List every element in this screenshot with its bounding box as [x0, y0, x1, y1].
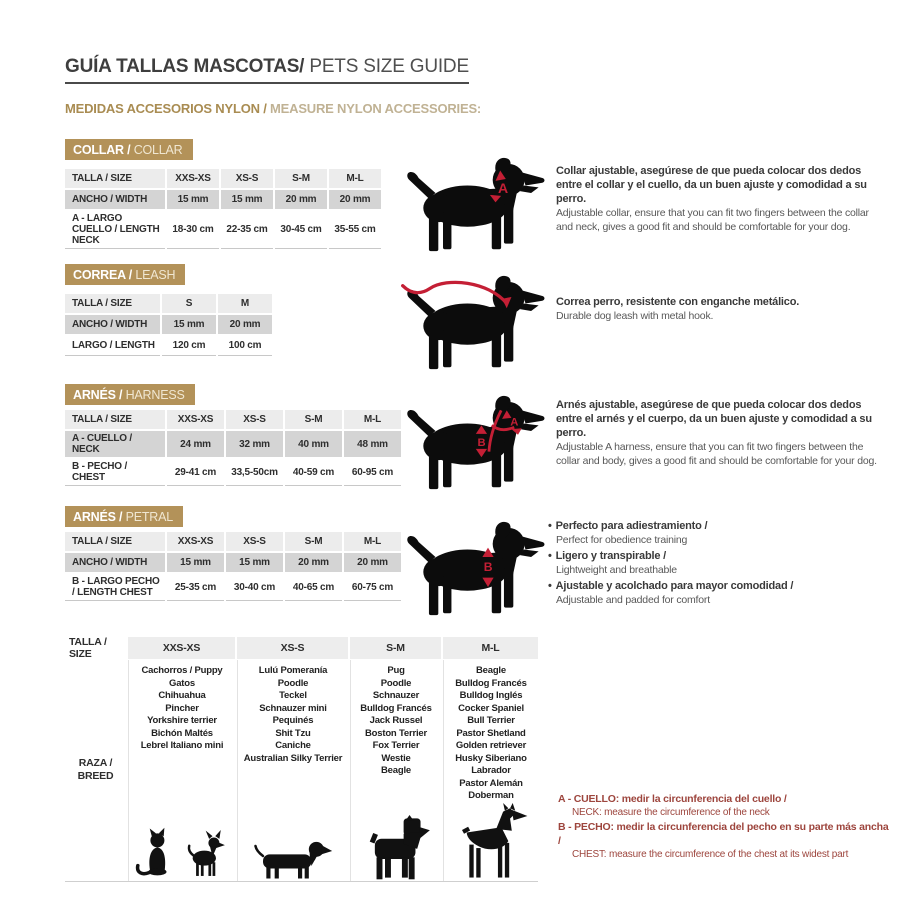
harness-size-table: [65, 410, 401, 486]
breed-item: Westie: [381, 752, 411, 764]
breed-list-s-m: [360, 660, 431, 778]
leash-badge-en: LEASH: [132, 268, 176, 282]
page-title: [65, 55, 469, 84]
petral-badge-en: PETRAL: [122, 510, 174, 524]
size-table-value-cell: 25-35 cm: [167, 574, 224, 601]
size-table-value-cell: 60-95 cm: [344, 459, 401, 486]
note-b-bold: B - PECHO: medir la circunferencia del pecho en su parte más ancha /: [558, 821, 889, 847]
size-table-header-cell: XS-S: [221, 169, 273, 188]
svg-text:A: A: [510, 416, 519, 429]
bullet-dot: •: [548, 580, 552, 592]
size-table-value-cell: 120 cm: [162, 336, 216, 356]
size-table-header-cell: XXS-XS: [167, 410, 224, 429]
breed-item: Gatos: [169, 677, 195, 689]
breed-item: Bichón Maltés: [151, 727, 213, 739]
breed-item: Yorkshire terrier: [147, 715, 217, 726]
size-table-value-cell: 100 cm: [218, 336, 272, 356]
petral-bullet-1: • Perfecto para adiestramiento /: [548, 520, 708, 532]
breed-item: Pastor Alemán: [459, 777, 523, 789]
collar-description: [556, 164, 886, 234]
breed-item: Husky Siberiano: [455, 752, 527, 764]
petral-dog-illustration: [398, 512, 548, 617]
size-table-header-cell: XXS-XS: [167, 532, 224, 551]
breed-item: Golden retriever: [455, 740, 527, 751]
leash-dog-illustration: [398, 266, 548, 371]
collar-size-table: [65, 169, 381, 249]
breed-list-m-l: [455, 660, 526, 803]
breed-item: Beagle: [381, 765, 411, 776]
leash-desc-en: Durable dog leash with metal hook.: [556, 310, 714, 322]
size-table-value-cell: 29-41 cm: [167, 459, 224, 486]
size-table-value-cell: 40 mm: [285, 431, 342, 457]
page-subtitle-en: MEASURE NYLON ACCESSORIES:: [266, 101, 482, 116]
size-table-value-cell: 22-35 cm: [221, 211, 273, 249]
size-table-value-cell: 24 mm: [167, 431, 224, 457]
breed-item: Caniche: [275, 740, 311, 751]
size-table-value-cell: 20 mm: [275, 190, 327, 209]
size-table-header-cell: XXS-XS: [167, 169, 219, 188]
petral-bullet-2: • Ligero y transpirable /: [548, 550, 666, 562]
leash-size-table: [65, 294, 272, 356]
size-table-row-label: ANCHO / WIDTH: [65, 315, 160, 334]
svg-text:B: B: [477, 437, 486, 449]
breed-list-xxs-xs: [141, 660, 224, 753]
schnauzer-silhouette-icon: [359, 815, 433, 881]
breed-cell-xxs-xs: [128, 660, 235, 881]
petral-badge-es: ARNÉS /: [73, 510, 123, 524]
size-table-value-cell: 20 mm: [218, 315, 272, 334]
breed-header-xxs-xs: XXS-XS: [128, 637, 235, 659]
size-table-value-cell: 15 mm: [226, 553, 283, 572]
breed-item: Bulldog Francés: [360, 702, 432, 714]
size-table-value-cell: 20 mm: [329, 190, 381, 209]
size-table-header-cell: TALLA / SIZE: [65, 532, 165, 551]
size-table-value-cell: 40-65 cm: [285, 574, 342, 601]
breed-cell-m-l: [443, 660, 538, 881]
page-title-es: GUÍA TALLAS MASCOTAS/: [65, 56, 305, 77]
breed-item: Bulldog Francés: [455, 677, 527, 689]
breed-item: Pastor Shetland: [456, 727, 526, 739]
breed-item: Cocker Spaniel: [458, 702, 524, 714]
size-table-value-cell: 20 mm: [285, 553, 342, 572]
breed-item: Pug: [387, 665, 405, 676]
breed-item: Schnauzer mini: [259, 702, 327, 714]
doberman-silhouette-icon: [447, 803, 535, 881]
size-table-value-cell: 18-30 cm: [167, 211, 219, 249]
petral-size-table: [65, 532, 401, 601]
size-table-value-cell: 40-59 cm: [285, 459, 342, 486]
size-table-value-cell: 20 mm: [344, 553, 401, 572]
breed-table-header: [65, 637, 538, 659]
note-b-normal: CHEST: measure the circumference of the chest at its widest part: [572, 849, 849, 860]
size-table-value-cell: 15 mm: [221, 190, 273, 209]
breed-item: Beagle: [476, 665, 506, 676]
breed-item: Schnauzer: [372, 690, 420, 701]
size-table-value-cell: 30-40 cm: [226, 574, 283, 601]
size-table-header-cell: XS-S: [226, 410, 283, 429]
breed-table-body: [65, 660, 538, 882]
harness-description: [556, 398, 886, 468]
size-table-value-cell: 30-45 cm: [275, 211, 327, 249]
size-table-value-cell: 15 mm: [167, 553, 224, 572]
breed-item: Chihuahua: [158, 690, 206, 701]
leash-badge-es: CORREA /: [73, 268, 133, 282]
petral-bullet-3-en: Adjustable and padded for comfort: [556, 594, 710, 606]
breed-cell-s-m: [350, 660, 441, 881]
breed-header-xs-s: XS-S: [237, 637, 348, 659]
leash-description: [556, 295, 886, 323]
size-table-header-cell: S-M: [275, 169, 327, 188]
size-table-row-label: B - LARGO PECHO / LENGTH CHEST: [65, 574, 165, 601]
size-table-header-cell: S-M: [285, 532, 342, 551]
harness-desc-es: Arnés ajustable, asegúrese de que pueda colocar dos dedos entre el arnés y el cuerpo, da un buen ajuste y comodidad a su perro.: [556, 399, 872, 439]
petral-bullet-1-en: Perfect for obedience training: [556, 534, 688, 546]
breed-item: Teckel: [279, 690, 307, 701]
size-table-row-label: ANCHO / WIDTH: [65, 553, 165, 572]
size-table-row-label: A - LARGO CUELLO / LENGTH NECK: [65, 211, 165, 249]
page-subtitle-es: MEDIDAS ACCESORIOS NYLON /: [65, 101, 267, 116]
petral-bullet-3: • Ajustable y acolchado para mayor comodidad /: [548, 580, 794, 592]
breed-header-s-m: S-M: [350, 637, 441, 659]
measurement-notes: [558, 792, 893, 862]
leash-section-badge: [65, 264, 185, 285]
size-table-row-label: ANCHO / WIDTH: [65, 190, 165, 209]
breed-item: Bull Terrier: [467, 715, 515, 726]
bullet-dot: •: [548, 550, 552, 562]
breed-item: Shit Tzu: [275, 727, 311, 739]
chihuahua-silhouette-icon: [181, 827, 229, 881]
size-table-value-cell: 32 mm: [226, 431, 283, 457]
size-table-value-cell: 15 mm: [167, 190, 219, 209]
breed-item: Labrador: [471, 765, 511, 776]
breed-list-xs-s: [244, 660, 343, 765]
page-title-en: PETS SIZE GUIDE: [304, 56, 469, 77]
breed-item: Boston Terrier: [365, 727, 427, 739]
collar-dog-illustration: [398, 148, 548, 253]
size-table-header-cell: XS-S: [226, 532, 283, 551]
svg-text:A: A: [498, 180, 508, 196]
size-table-header-cell: M-L: [344, 410, 401, 429]
svg-text:B: B: [483, 560, 493, 575]
leash-desc-es: Correa perro, resistente con enganche metálico.: [556, 296, 800, 308]
size-table-header-cell: M-L: [344, 532, 401, 551]
page-subtitle: [65, 101, 481, 116]
breed-item: Australian Silky Terrier: [243, 752, 343, 764]
dachshund-silhouette-icon: [251, 831, 335, 881]
size-table-value-cell: 48 mm: [344, 431, 401, 457]
breed-item: Jack Russel: [369, 715, 423, 726]
breed-item: Poodle: [277, 677, 309, 689]
breed-table: [65, 637, 538, 882]
breed-item: Cachorros / Puppy: [141, 665, 223, 676]
breed-item: Lebrel Italiano mini: [140, 740, 224, 751]
harness-badge-es: ARNÉS /: [73, 388, 123, 402]
breed-item: Doberman: [468, 790, 514, 801]
harness-section-badge: [65, 384, 195, 405]
size-table-header-cell: S-M: [285, 410, 342, 429]
note-a-normal: NECK: measure the circumference of the neck: [572, 807, 770, 818]
harness-desc-en: Adjustable A harness, ensure that you can fit two fingers between the collar and body, gives a good fit and should be comfortable for your dog.: [556, 441, 877, 467]
size-table-header-cell: M-L: [329, 169, 381, 188]
collar-badge-es: COLLAR /: [73, 143, 131, 157]
bullet-dot: •: [548, 520, 552, 532]
breed-header-size: TALLA / SIZE: [69, 636, 107, 660]
size-table-header-cell: S: [162, 294, 216, 313]
collar-section-badge: [65, 139, 193, 160]
breed-item: Pincher: [165, 702, 199, 714]
size-table-value-cell: 60-75 cm: [344, 574, 401, 601]
breed-item: Pequinés: [272, 715, 314, 726]
breed-item: Bulldog Inglés: [459, 690, 523, 701]
breed-cell-xs-s: [237, 660, 348, 881]
size-table-header-cell: TALLA / SIZE: [65, 410, 165, 429]
breed-item: Fox Terrier: [372, 740, 420, 751]
breed-item: Lulú Pomeranía: [258, 665, 328, 676]
size-table-header-cell: TALLA / SIZE: [65, 169, 165, 188]
size-table-row-label: B - PECHO / CHEST: [65, 459, 165, 486]
collar-desc-es: Collar ajustable, asegúrese de que pueda colocar dos dedos entre el collar y el cuello, da un buen ajuste y comodidad a su perro.: [556, 165, 867, 205]
harness-dog-illustration: [398, 386, 548, 491]
size-table-row-label: A - CUELLO / NECK: [65, 431, 165, 457]
note-a-bold: A - CUELLO: medir la circunferencia del cuello /: [558, 793, 787, 805]
size-table-value-cell: 15 mm: [162, 315, 216, 334]
harness-badge-en: HARNESS: [122, 388, 185, 402]
collar-desc-en: Adjustable collar, ensure that you can fit two fingers between the collar and neck, gives a good fit and should be comfortable for your dog.: [556, 207, 869, 233]
collar-badge-en: COLLAR: [130, 143, 183, 157]
breed-item: Poodle: [380, 677, 412, 689]
breed-row-label: RAZA / BREED: [77, 757, 114, 783]
petral-bullet-2-en: Lightweight and breathable: [556, 564, 677, 576]
size-table-header-cell: TALLA / SIZE: [65, 294, 160, 313]
petral-feature-list: [548, 519, 878, 609]
size-table-header-cell: M: [218, 294, 272, 313]
size-table-value-cell: 35-55 cm: [329, 211, 381, 249]
cat-silhouette-icon: [135, 825, 177, 881]
petral-section-badge: [65, 506, 183, 527]
size-table-value-cell: 33,5-50cm: [226, 459, 283, 486]
size-table-row-label: LARGO / LENGTH: [65, 336, 160, 356]
breed-header-m-l: M-L: [443, 637, 538, 659]
